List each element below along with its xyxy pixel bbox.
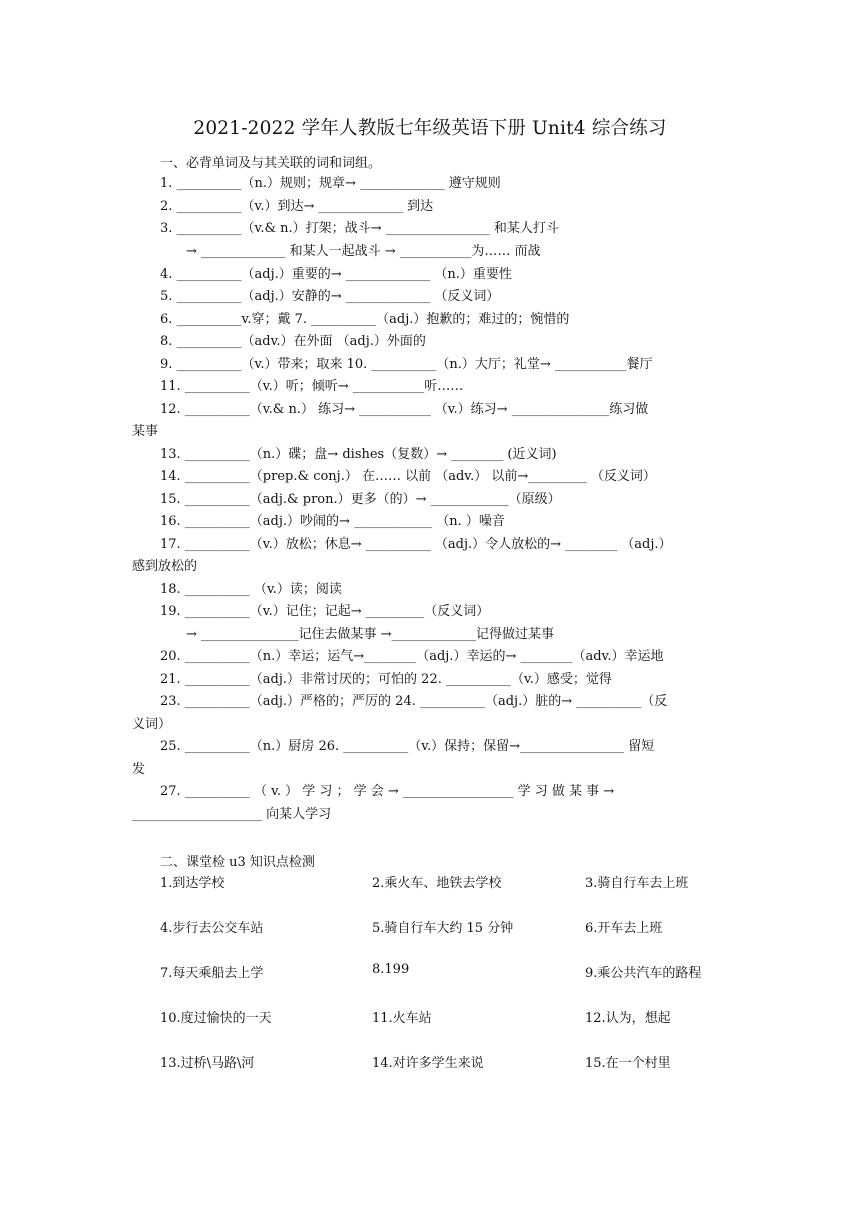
phrase-item: 4.步行去公交车站 — [160, 921, 264, 936]
vocab-line: 6. __________v.穿；戴 7. __________（adj.）抱歉的；难过的；惋惜的 — [160, 312, 570, 327]
phrase-item: 15.在一个村里 — [585, 1056, 671, 1071]
phrase-item: 8.199 — [372, 962, 410, 977]
vocab-line: 13. __________（n.）碟；盘→ dishes（复数）→ ________ (近义词) — [160, 447, 557, 462]
vocab-line: → _______________记住去做某事 →_____________记得做过某事 — [186, 627, 555, 642]
vocab-line: 3. __________（v.& n.）打架；战斗→ ________________ 和某人打斗 — [160, 221, 559, 236]
phrase-item: 6.开车去上班 — [585, 921, 663, 936]
phrase-item: 12.认为，想起 — [585, 1011, 671, 1026]
vocab-line: 感到放松的 — [132, 559, 198, 574]
phrase-item: 9.乘公共汽车的路程 — [585, 966, 702, 981]
vocab-line: 12. __________（v.& n.） 练习→ ___________ （v.）练习→ _______________练习做 — [160, 402, 649, 417]
vocab-line: → _____________ 和某人一起战斗 → ___________为…… 而战 — [186, 244, 541, 259]
phrase-item: 1.到达学校 — [160, 876, 225, 891]
phrase-item: 2.乘火车、地铁去学校 — [372, 876, 502, 891]
document-title: 2021-2022 学年人教版七年级英语下册 Unit4 综合练习 — [193, 118, 667, 139]
vocab-line: 发 — [132, 762, 146, 777]
vocab-line: 4. __________（adj.）重要的→ _____________ （n.）重要性 — [160, 267, 512, 282]
phrase-grid — [160, 872, 760, 1097]
vocab-line: 9. __________（v.）带来；取来 10. __________（n.）大厅；礼堂→ ___________餐厅 — [160, 357, 653, 372]
vocab-line: 某事 — [132, 424, 159, 439]
grid-row — [160, 1007, 760, 1052]
vocab-line: 2. __________（v.）到达→ _____________ 到达 — [160, 199, 434, 214]
vocab-line: 27. __________ （ v. ） 学 习 ； 学 会 → _________________ 学 习 做 某 事 → — [160, 784, 615, 799]
vocab-line: 16. __________（adj.）吵闹的→ ____________ （n. ）噪音 — [160, 514, 505, 529]
vocab-line: 11. __________（v.）听；倾听→ ___________听…… — [160, 379, 464, 394]
section-1-heading: 一、必背单词及与其关联的词和词组。 — [160, 156, 382, 171]
vocab-line: 23. __________（adj.）严格的；严厉的 24. __________（adj.）脏的→ __________（反 — [160, 694, 668, 709]
vocab-line: 20. __________（n.）幸运；运气→________（adj.）幸运的→ ________（adv.）幸运地 — [160, 649, 664, 664]
phrase-item: 7.每天乘船去上学 — [160, 966, 264, 981]
vocab-line: 义词） — [132, 717, 172, 732]
vocab-line: 17. __________（v.）放松；休息→ __________ （adj.）令人放松的→ ________ （adj.） — [160, 537, 672, 552]
phrase-item: 5.骑自行车大约 15 分钟 — [372, 921, 514, 936]
grid-row — [160, 917, 760, 962]
grid-row — [160, 872, 760, 917]
phrase-item: 10.度过愉快的一天 — [160, 1011, 272, 1026]
phrase-item: 11.火车站 — [372, 1011, 432, 1026]
vocab-line: 1. __________（n.）规则；规章→ _____________ 遵守规则 — [160, 176, 501, 191]
vocab-line: 8. __________（adv.）在外面 （adj.）外面的 — [160, 334, 426, 349]
section-2-heading: 二、课堂检 u3 知识点检测 — [160, 855, 315, 870]
vocab-line: 5. __________（adj.）安静的→ _____________ （反义词） — [160, 289, 500, 304]
vocab-line: ____________________ 向某人学习 — [132, 807, 332, 822]
vocab-line: 19. __________（v.）记住；记起→ _________（反义词） — [160, 604, 490, 619]
phrase-item: 13.过桥\马路\河 — [160, 1056, 255, 1071]
vocab-line: 25. __________（n.）厨房 26. __________（v.）保持；保留→________________ 留短 — [160, 739, 655, 754]
phrase-item: 14.对许多学生来说 — [372, 1056, 484, 1071]
vocab-line: 15. __________（adj.& pron.）更多（的）→ ____________（原级） — [160, 492, 561, 507]
grid-row — [160, 1052, 760, 1097]
grid-row — [160, 962, 760, 1007]
vocab-line: 14. __________（prep.& conj.） 在…… 以前 （adv.） 以前→_________ （反义词） — [160, 469, 656, 484]
vocab-line: 18. __________ （v.）读；阅读 — [160, 582, 342, 597]
vocab-line: 21. __________（adj.）非常讨厌的；可怕的 22. __________（v.）感受；觉得 — [160, 672, 612, 687]
phrase-item: 3.骑自行车去上班 — [585, 876, 689, 891]
